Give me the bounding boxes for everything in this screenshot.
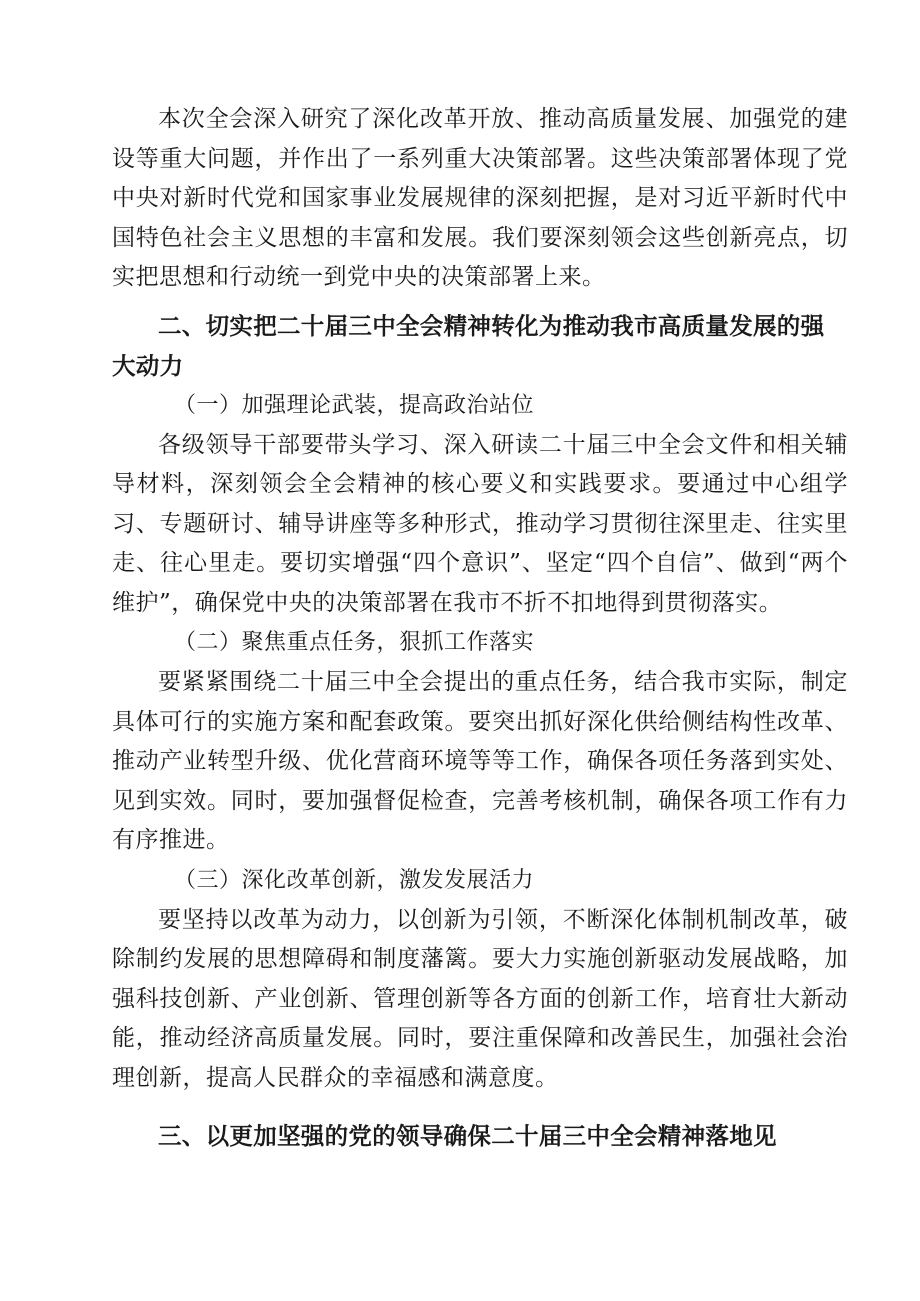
subsection-3-title: （三）深化改革创新，激发发展活力: [174, 867, 535, 893]
subsection-2-body: 要紧紧围绕二十届三中全会提出的重点任务，结合我市实际，制定具体可行的实施方案和配套政策。要突出抓好深化供给侧结构性改革、推动产业转型升级、优化营商环境等等工作，确保各项任务落到实处、见到实效。同时，要加强督促检查，完善考核机制，确保各项工作有力有序推进。: [112, 669, 848, 853]
intro-paragraph: 本次全会深入研究了深化改革开放、推动高质量发展、加强党的建设等重大问题，并作出了一系列重大决策部署。这些决策部署体现了党中央对新时代党和国家事业发展规律的深刻把握，是对习近平新时代中国特色社会主义思想的丰富和发展。我们要深刻领会这些创新亮点，切实把思想和行动统一到党中央的决策部署上来。: [112, 106, 848, 290]
section-3-heading: 三、以更加坚强的党的领导确保二十届三中全会精神落地见: [158, 1122, 777, 1150]
subsection-1-body: 各级领导干部要带头学习、深入研读二十届三中全会文件和相关辅导材料，深刻领会全会精神的核心要义和实践要求。要通过中心组学习、专题研讨、辅导讲座等多种形式，推动学习贯彻往深里走、往实里走、往心里走。要切实增强“四个意识”、坚定“四个自信”、做到“两个维护”，确保党中央的决策部署在我市不折不扣地得到贯彻落实。: [112, 431, 848, 616]
subsection-2-title: （二）聚焦重点任务，狠抓工作落实: [174, 630, 535, 655]
document-body: [112, 100, 848, 1156]
section-2-heading: 二、切实把二十届三中全会精神转化为推动我市高质量发展的强大动力: [112, 311, 825, 380]
subsection-1-title: （一）加强理论武装，提高政治站位: [174, 392, 535, 418]
subsection-3-body: 要坚持以改革为动力，以创新为引领，不断深化体制机制改革，破除制约发展的思想障碍和制度藩篱。要大力实施创新驱动发展战略，加强科技创新、产业创新、管理创新等各方面的创新工作，培育壮大新动能，推动经济高质量发展。同时，要注重保障和改善民生，加强社会治理创新，提高人民群众的幸福感和满意度。: [112, 906, 848, 1091]
